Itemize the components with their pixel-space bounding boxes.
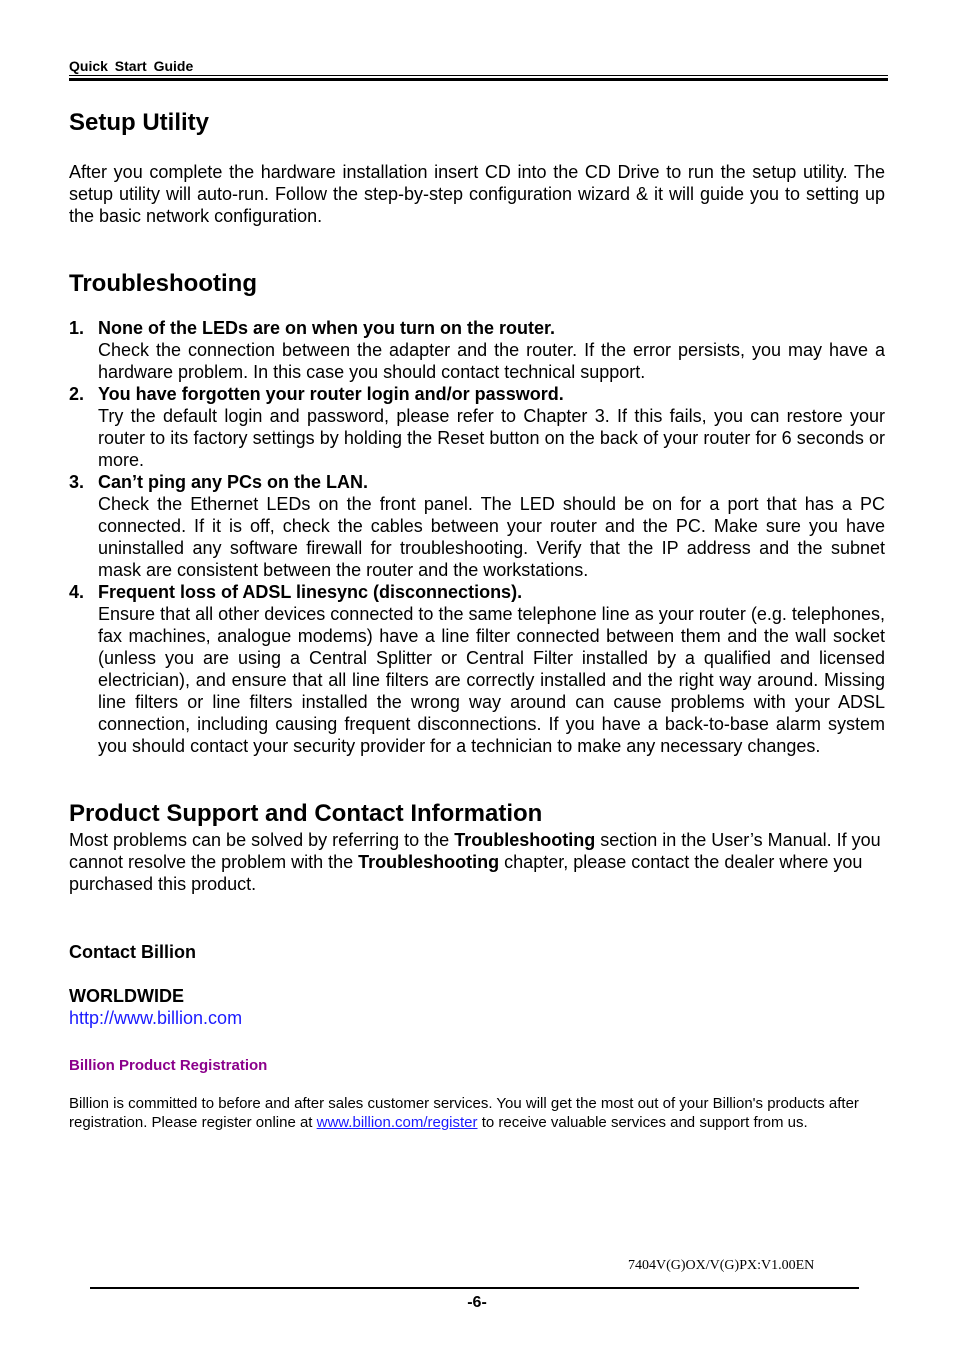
registration-title: Billion Product Registration [69,1057,268,1074]
header-rule-thick [69,78,888,81]
troubleshooting-list [69,317,885,757]
troubleshooting-heading: Troubleshooting [69,270,257,297]
setup-utility-heading: Setup Utility [69,109,210,136]
list-item [69,383,885,471]
registration-text: Billion is committed to before and after sales customer services. You will get the most out of your Billion's products after registration. Please register online at www.billion.com/register to receive valuable services and support from us. [69,1095,859,1131]
item-question: None of the LEDs are on when you turn on the router. [98,318,556,338]
worldwide-link[interactable]: http://www.billion.com [69,1008,243,1028]
item-number: 4. [69,582,85,602]
item-question: Can’t ping any PCs on the LAN. [98,472,369,492]
register-link[interactable]: www.billion.com/register [316,1114,478,1131]
item-number: 2. [69,384,85,404]
list-item [69,581,885,757]
contact-heading: Contact Billion [69,942,196,962]
setup-utility-text: After you complete the hardware installation insert CD into the CD Drive to run the setup utility. The setup utility will auto-run. Follow the step-by-step configuration wizard & it will guide you to setting up the basic network configuration. [69,162,885,226]
header-label: Quick Start Guide [69,58,194,74]
list-item [69,317,885,383]
item-number: 1. [69,318,85,338]
document-code: 7404V(G)OX/V(G)PX:V1.00EN [628,1258,815,1273]
item-answer: Try the default login and password, please refer to Chapter 3. If this fails, you can restore your router to its factory settings by holding the Reset button on the back of your router for 6 seconds or more. [98,406,885,470]
item-answer: Ensure that all other devices connected to the same telephone line as your router (e.g. telephones, fax machines, analogue modems) have a line filter connected between them and the wall socket (unless you are using a Central Splitter or Central Filter installed by a qualified and licensed electrician), and ensure that all line filters are correctly installed and the right way around. Missing line filters or line filters installed the wrong way around can cause problems with your ADSL connection, including causing frequent disconnections. If you have a back-to-base alarm system you should contact your security provider for a technician to make any necessary changes. [98,604,885,756]
item-number: 3. [69,472,85,492]
worldwide-label: WORLDWIDE [69,986,184,1006]
page-number: -6- [467,1294,487,1311]
item-question: Frequent loss of ADSL linesync (disconnections). [98,582,523,602]
content [69,108,885,1132]
footer-rule [90,1287,859,1289]
header-rule-thin [69,75,888,76]
item-question: You have forgotten your router login and/or password. [98,384,564,404]
list-item [69,471,885,581]
item-answer: Check the connection between the adapter and the router. If the error persists, you may have a hardware problem. In this case you should contact technical support. [98,340,885,382]
item-answer: Check the Ethernet LEDs on the front panel. The LED should be on for a port that has a PC connected. If it is off, check the cables between your router and the PC. Make sure you have uninstalled any software firewall for troubleshooting. Verify that the IP address and the subnet mask are consistent between the router and the workstations. [98,494,885,580]
product-support-heading: Product Support and Contact Information [69,800,543,827]
support-text: Most problems can be solved by referring to the Troubleshooting section in the User’s Manual. If you cannot resolve the problem with the Troubleshooting chapter, please contact the dealer where you purchased this product. [69,830,881,894]
